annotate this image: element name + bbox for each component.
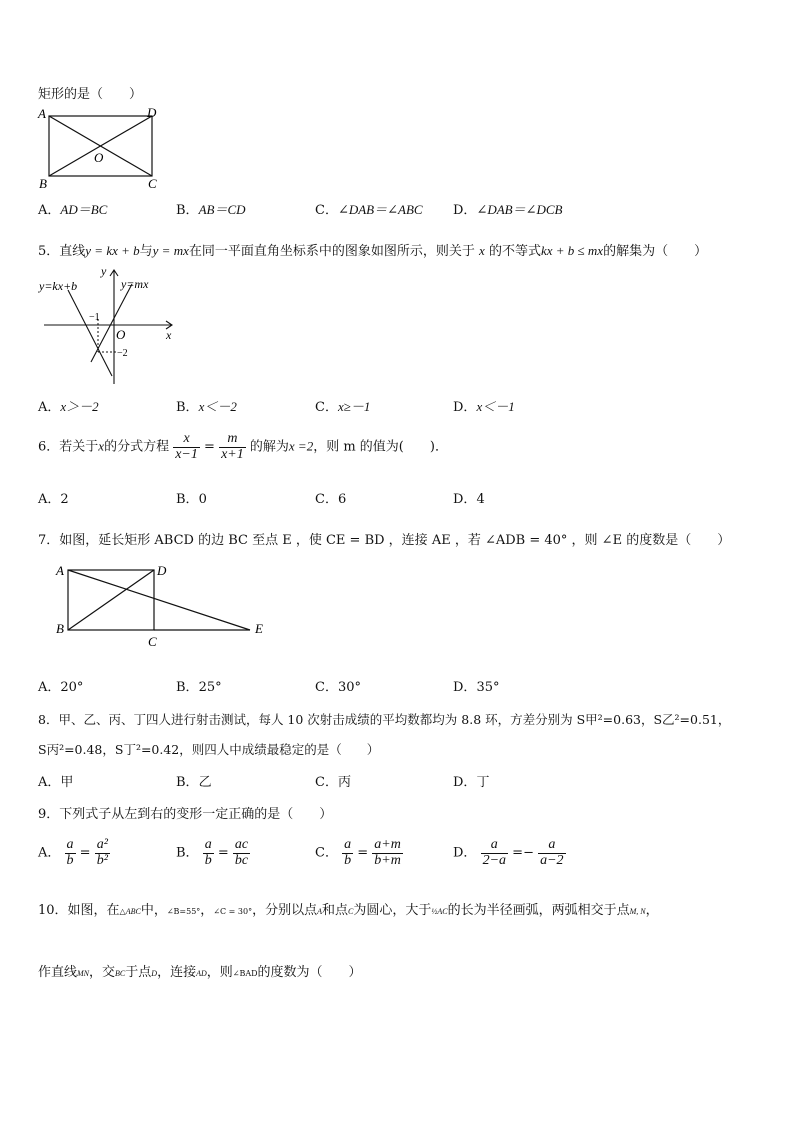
q6-option-c[interactable]: C．6 xyxy=(315,492,347,507)
q7-option-d[interactable]: D．35° xyxy=(453,680,500,695)
q6-fraction-left: $\frac{x}{x-1}$ xyxy=(175,431,198,462)
q7-option-a[interactable]: A．20° xyxy=(38,680,84,695)
q7-stem: 7．如图，延长矩形 ABCD 的边 BC 至点 E ，使 CE = BD ，连接 AE ，若 ∠ADB = 40° ，则 ∠E 的度数是（ ） xyxy=(38,533,731,548)
q9-stem: 9．下列式子从左到右的变形一定正确的是（ ） xyxy=(38,807,333,822)
point-label-C: C xyxy=(148,176,157,191)
axis-label-y: y xyxy=(101,264,107,278)
point-label-B: B xyxy=(56,621,64,636)
q9-option-a[interactable]: A． $\frac{a}{b}$ = $\frac{\text{a²}}{\text{b²}}$ xyxy=(38,837,108,868)
point-label-E: E xyxy=(255,621,263,636)
point-label-A: A xyxy=(38,106,46,121)
point-label-D: D xyxy=(147,105,157,120)
q10-stem-line-2: 作直线MN，交BC于点D，连接AD，则∠BAD的度数为（ ） xyxy=(38,965,362,980)
q6-option-d[interactable]: D．4 xyxy=(453,492,485,507)
origin-label: O xyxy=(116,327,126,342)
q5-option-c[interactable]: C．x≥－1 xyxy=(315,399,371,415)
line-label-mx: y=mx xyxy=(121,277,149,291)
q8-option-d[interactable]: D．丁 xyxy=(453,775,490,790)
q8-option-b[interactable]: B．乙 xyxy=(176,775,212,790)
q6-fraction-right: $\frac{m}{x+1}$ xyxy=(221,431,244,462)
point-label-O: O xyxy=(94,150,104,165)
q5-option-d[interactable]: D．x＜－1 xyxy=(453,399,515,415)
q8-option-a[interactable]: A．甲 xyxy=(38,775,74,790)
point-label-D: D xyxy=(157,563,167,578)
q7-option-b[interactable]: B．25° xyxy=(176,680,222,695)
tick-label-minus-1: −1 xyxy=(89,312,100,323)
q4-option-c[interactable]: C．∠DAB＝∠ABC xyxy=(315,202,423,218)
q9-option-c[interactable]: C． $\frac{a}{b}$ = $\frac{a+m}{b+m}$ xyxy=(315,837,401,868)
axis-label-x: x xyxy=(166,328,172,342)
q4-option-a[interactable]: A．AD＝BC xyxy=(38,202,108,218)
q9-option-b[interactable]: B． $\frac{a}{b}$ = $\frac{ac}{bc}$ xyxy=(176,837,249,868)
q9-option-d[interactable]: D． $\frac{a}{2-a}$ =− $\frac{a}{a-2}$ xyxy=(453,837,564,868)
q7-rectangle-figure xyxy=(50,560,280,652)
q10-stem-line-1: 10．如图，在△ABC中，∠B=55°，∠C = 30°，分别以点A和点C为圆心，大于½AC的长为半径画弧，两弧相交于点M, N， xyxy=(38,903,659,918)
q6-stem: 6．若关于x的分式方程 $\frac{x}{x-1}$ = $\frac{m}{x+1}$ 的解为x =2，则 m 的值为( )． xyxy=(38,431,448,462)
q5-stem: 5．直线y = kx + b与y = mx在同一平面直角坐标系中的图象如图所示，则关于 x 的不等式kx + b ≤ mx的解集为（ ） xyxy=(38,243,708,259)
tick-label-minus-2: −2 xyxy=(117,348,128,359)
line-label-kx-b: y=kx+b xyxy=(39,279,78,293)
q4-rectangle-figure xyxy=(36,104,166,192)
q4-option-d[interactable]: D．∠DAB＝∠DCB xyxy=(453,202,563,218)
q6-option-a[interactable]: A．2 xyxy=(38,492,69,507)
q5-option-a[interactable]: A．x＞－2 xyxy=(38,399,99,415)
point-label-C: C xyxy=(148,634,157,649)
q5-option-b[interactable]: B．x＜－2 xyxy=(176,399,237,415)
q7-option-c[interactable]: C．30° xyxy=(315,680,361,695)
q8-stem-line-2: S丙²=0.48，S丁²=0.42，则四人中成绩最稳定的是（ ） xyxy=(38,742,380,757)
q5-graph-figure xyxy=(36,262,186,388)
point-label-B: B xyxy=(39,176,47,191)
q6-option-b[interactable]: B．0 xyxy=(176,492,207,507)
q8-option-c[interactable]: C．丙 xyxy=(315,775,351,790)
q4-stem: 矩形的是（ ） xyxy=(38,87,143,102)
q8-stem-line-1: 8．甲、乙、丙、丁四人进行射击测试，每人 10 次射击成绩的平均数都均为 8.8 环，方差分别为 S甲²=0.63，S乙²=0.51， xyxy=(38,712,731,727)
point-label-A: A xyxy=(56,563,64,578)
q4-option-b[interactable]: B．AB＝CD xyxy=(176,202,246,218)
